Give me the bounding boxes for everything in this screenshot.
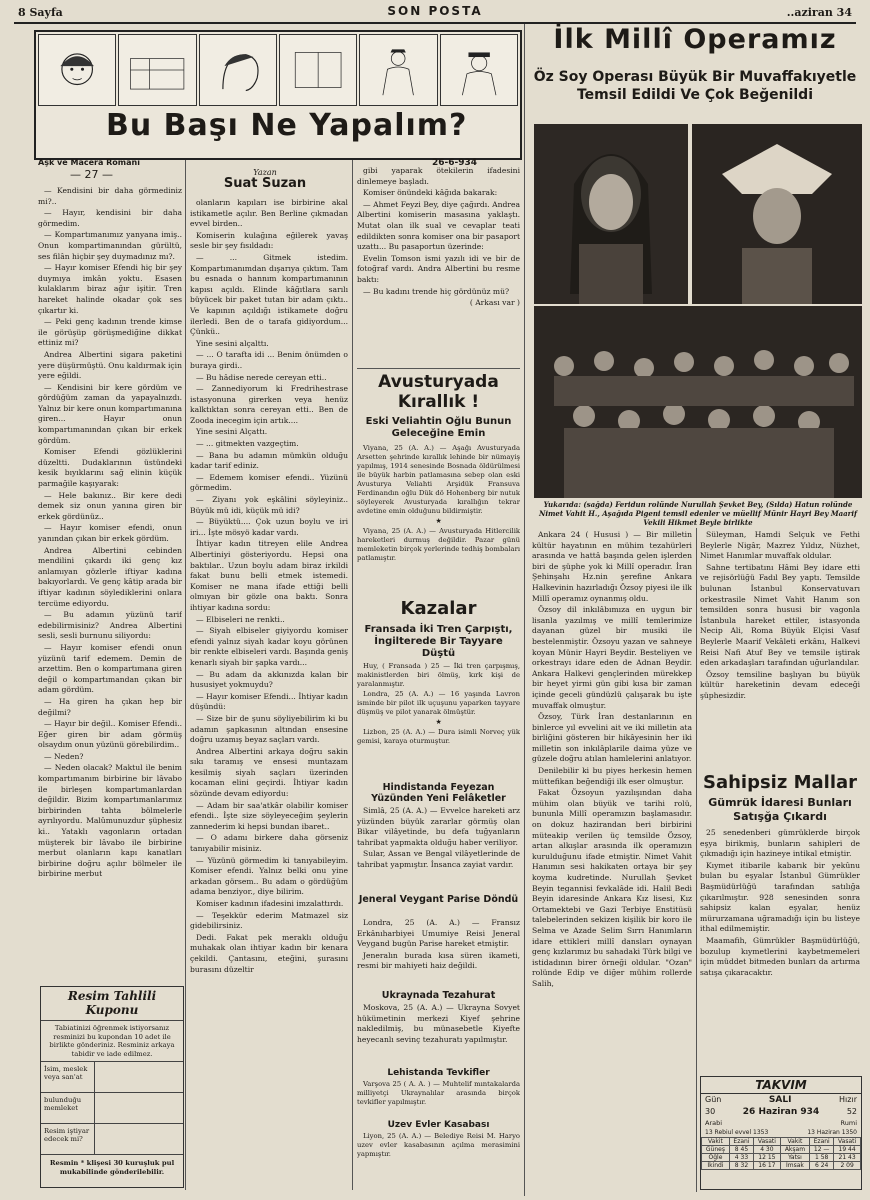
paragraph: — Siyah elbiseler giyiyordu komiser efendi yalnız siyah kadar koyu görünen bir renkte elbiseleri vardı. Başında geniş kenarlı siyah bir şapka vardı... (190, 626, 348, 667)
paragraph: Fakat Özsoyun yazılışından daha mühim olan büyük ve tarihi rolü, bununla Millî operamızın başlamasıdır. on dokuz hazirandan beri birbirini müteakip verilen üç temsilde Özsoy, artan alkışlar arasında ilk operamızın kurulduğunu ifade etmiştir. Nimet Vahit Hanımın sesi hakikaten ortaya bir şey koyma kudretinde. Nurullah Şevket Beyin tegannisi fevkalâde idi. Halil Bedi Beyin idaresinde Ankara Kız lisesi, Kız Ortamektebi ve Gazi Terbiye Enstitüsü talebelerinden sekizen kişilik bir koro ile Selma ve Azade Selim Sırrı Hanımların idare ettikleri millî dansları oynayan genç kızlarımız bu sahadaki Türk bilgi ve istidadının birer örneği oldular. "Ozan" rolünde Edip ve diğer mühim rollerde Salih, (532, 788, 692, 988)
serial-date: 26-6-934 (432, 158, 478, 168)
table-cell: 4 33 (729, 1154, 753, 1162)
paragraph: — Peki genç kadının trende kimse ile görüşüp görüşmediğine dikkat ettiniz mi? (38, 317, 182, 348)
paragraph: 25 senedenberi gümrüklerde birçok eşya birikmiş, bunların sahipleri de çıkmadığı için hazineye intikal etmiştir. (700, 828, 860, 859)
prayer-times-table (701, 1137, 861, 1170)
paragraph: — Elbiseleri ne renkti.. (196, 614, 285, 624)
coupon-row (41, 1093, 183, 1124)
calendar-hizir-label: Hızır (839, 1095, 857, 1104)
illustration-man-suit (359, 34, 437, 106)
paragraph: Komiser Efendi gözlüklerini düzeltti. Dudaklarının üstündeki kesik bıyıklarını sağ elinin küçük parmağile kaşıyarak: (38, 447, 182, 489)
paragraph: — Bana bu adamın mümkün olduğu kadar tarif ediniz. (190, 450, 348, 471)
table-cell: 12 — (810, 1146, 834, 1154)
table-cell: Ezani (810, 1138, 834, 1146)
calendar-rumi-date: 13 Haziran 1350 (807, 1129, 857, 1136)
paragraph: Simlâ, 25 (A. A.) — Evvelce hareketi arz yüzünden büyük zararlar görmüş olan Bikar vilâyetinde, bu defa tuğyanların tahribat yapmakta olduğu haber veriliyor. (357, 806, 520, 847)
paragraph: — Bu adam da akkınızda kalan bir hususiyet yokmuydu? (190, 669, 348, 690)
serial-banner (34, 30, 522, 160)
table-cell: Güneş (702, 1146, 730, 1154)
paragraph: Londra, 25 (A. A.) — Fransız Erkânıharbiyei Umumiye Reisi Jeneral Veygand bugün Parise hareket etmiştir. (357, 918, 520, 949)
illustration-man-hat (440, 34, 518, 106)
paragraph: — Hayır komiser Efendi hiç bir şey duymıya imkân yoktu. Esasen kulaklarım biraz ağır işitir. Tren hareket halinde okadar çok ses çıkartır ki. (38, 263, 182, 315)
photo-feridun-role (692, 124, 862, 304)
paragraph: Liyon, 25 (A. A.) — Belediye Reisi M. Haryo uzev evler kasabasının açılma merasimini yapmıştır. (357, 1132, 520, 1158)
table-cell: 8 45 (729, 1146, 753, 1154)
author-label: Yazan (253, 168, 277, 177)
paragraph: Özsoy temsiline başlıyan bu büyük kültür hareketinin devam edeceği şüphesizdir. (700, 669, 860, 700)
paragraph: Yine sesini Alçattı. (196, 427, 268, 437)
kazalar-article (357, 662, 520, 780)
table-cell: 2 09 (834, 1162, 861, 1170)
table-cell: Vasati (834, 1138, 861, 1146)
veygant-article (357, 918, 520, 986)
paragraph: Viyana, 25 (A. A.) — Avusturyada Hitlercilik hareketleri durmuş değildir. Pazar günü memleketin birçok yerlerinde tedhiş bombaları patlamıştır. (357, 527, 520, 562)
coupon-row (41, 1062, 183, 1093)
masthead: SON POSTA (387, 4, 483, 18)
paragraph: — Hele bakınız.. Bir kere dedi demek siz onun yanına giren bir erkek gördünüz.. (38, 490, 182, 521)
paragraph: Moskova, 25 (A. A.) — Ukrayna Sovyet hükümetinin merkezi Kiyef şehrine nakledilmiş, bu münasebetle Kiyefte heyecanlı sevinç tezahuratı yapılmıştır. (357, 1003, 520, 1044)
table-row (702, 1138, 861, 1146)
table-cell: 8 32 (729, 1162, 753, 1170)
page-date: ..aziran 34 (786, 6, 852, 19)
calendar-date-row (701, 1106, 861, 1118)
paragraph: — Yüzünü görmedim ki tanıyabileyim. Komiser efendi. Yalnız belki onu yine arkadan görsem.. Bu adam o gördüğüm adama benziyor., diye bilirim. (190, 855, 348, 897)
paragraph: — Bu hâdise nerede cereyan etti.. (196, 372, 327, 382)
paragraph: Özsoy, Türk İran destanlarının en binlerce yıl evvelini ait ve iki milletin ata birliğini gösteren bir hikâyesinin her iki milletin son inkılâplarile daima yüze ve güzele doğru atılan hamlelerini anlatıyor. (532, 712, 692, 764)
calendar-arabi-date: 13 Rebiul evvel 1353 (705, 1129, 769, 1136)
paragraph: Özsoy dil inkılâbımıza en uygun bir lisanla yazılmış ve millî temlerimize dayanan güzel bir musiki ile bestelenmiştir. Özsoyu yazan ve sahneye koyan Münir Hayri Beydir. Besteliyen ve orkestrayı idare eden de Adnan Beydir. Ankara Halkevi gençlerinden mürekkep bir heyet yirmi gün gibi kısa bir zaman içinde geceli gündüzlü çalışarak bu işte muvaffak olmuştur. (532, 605, 692, 710)
paragraph: — Ahmet Feyzi Bey, diye çağırdı. Andrea Albertini komiserin masasına yaklaştı. Mutat olan ilk sual ve cevaplar teati edildikten sonra komiser ona bir pasaport uzattı... Bu pasaportun üzerinde: (357, 199, 520, 252)
headline-lehistan: Lehistanda Tevkifler (387, 1068, 490, 1078)
subheadline-line: Geleceğine Emin (391, 428, 486, 439)
paragraph: gibi yaparak ötekilerin ifadesini dinlemeye başladı. (357, 166, 520, 186)
paragraph: — Zannediyorum ki Fredrihestrase istasyonuna girerken veya henüz kalktıktan sonra cereyan etti.. Ben de Zooda inecegim için artık.... (190, 384, 348, 425)
calendar-rumi-label: Rumi (840, 1119, 857, 1127)
paragraph: Evelin Tomson ismi yazılı idi ve bir de fotoğraf vardı. Andra Albertini bu resme baktı: (357, 253, 520, 284)
avusturya-article (357, 444, 520, 594)
paragraph: Süleyman, Hamdi Selçuk ve Fethi Beylerle Nigâr, Mazrez Yıldız, Nüzhet, Nimet Hanımlar muvaffak oldular. (700, 530, 860, 561)
coupon-box (40, 986, 184, 1188)
table-cell: 21 43 (834, 1154, 861, 1162)
headline-veygant: Jeneral Veygant Parise Döndü (358, 894, 519, 905)
illustration-strip (38, 34, 518, 106)
paragraph: Dedi. Fakat pek meraklı olduğu muhakak olan ihtiyar kadın bir kenara çekildi. Çantasını, eteğini, şurasını burasını düzeltir (190, 932, 348, 974)
subheadline-line: Eski Veliahtin Oğlu Bunun (365, 416, 512, 427)
paragraph: Komiserin kulağına eğilerek yavaş sesle bir şey fısıldadı: (190, 230, 348, 251)
serial-column-1 (38, 186, 182, 981)
table-cell: İkindi (702, 1162, 730, 1170)
calendar-date: 26 Haziran 934 (742, 1107, 820, 1117)
opera-subheadline: Öz Soy Operası Büyük Bir Muvaffakıyetle Temsil Edildi Ve Çok Beğenildi (533, 69, 857, 103)
paragraph: — Neden olacak? Maktul ile benim kompartımanım birbirine bir lâvabo ile birleşen kompartımanlardan değildir. Bizim kompartımanlarımız birbirinden tahta bölmelerle ayrılıyordu. Malûmunuzdur şüphesiz ki.. Yataklı vagonların ortadan müşterek bir lâvabo ile birbirine merbut olanların kapı kanatları birbirine doğru açılır bölmeler ile birbirine merbut (38, 763, 182, 879)
table-row (702, 1162, 861, 1170)
paragraph: — ... gitmekten vazgeçtim. (196, 439, 299, 449)
paragraph: Andrea Albertini arkaya doğru sakin sıkı taramış ve ensesi muntazam kesilmiş siyah saçları üzerinden kocaman elini geçirdi. İhtiyar kadın sözünde devam ediyordu: (190, 746, 348, 799)
paragraph: — Teşekkür ederim Matmazel siz gidebilirsiniz. (190, 910, 348, 931)
uzev-article (357, 1132, 520, 1188)
paragraph: — Neden? (44, 751, 84, 761)
ukrayna-article (357, 1003, 520, 1065)
table-cell: 19 44 (834, 1146, 861, 1154)
table-cell: 1 58 (810, 1154, 834, 1162)
paragraph: — Ha giren ha çıkan hep bir değilmi? (38, 696, 182, 717)
paragraph: — Edemem komiser efendi.. Yüzünü görmedim. (190, 472, 348, 493)
headline-uzev: Uzev Evler Kasabası (387, 1120, 490, 1130)
illustration-woman-face (38, 34, 116, 106)
table-cell: 12 15 (754, 1154, 781, 1162)
paragraph: — Bu kadını trende hiç gördünüz mü? (363, 286, 510, 296)
paragraph: Lizbon, 25 (A. A.) — Dura isimli Norveç yük gemisi, karaya oturmuştur. (357, 728, 520, 745)
paragraph: olanların kapıları ise birbirine akal istikametle açılır. Ben Berline çıkmadan evvel birden.. (190, 198, 348, 229)
headline-line: Kırallık ! (397, 392, 480, 412)
serial-column-3 (357, 166, 520, 366)
paragraph: — Hayır bir değil.. Komiser Efendi.. Eğer giren bir adam görmüş olsaydım onun yüzünü görebilirdim.. (38, 719, 182, 750)
sahipsiz-article (700, 828, 860, 1072)
separator-star: ★ (435, 718, 442, 726)
serial-number: — 27 — (70, 168, 113, 181)
table-cell: Akşam (780, 1146, 809, 1154)
table-cell: Yatsı (780, 1154, 809, 1162)
coupon-field-blank[interactable] (95, 1124, 183, 1154)
calendar-era-dates (701, 1128, 861, 1137)
calendar-gun-value: 30 (705, 1107, 716, 1116)
subheadline-sahipsiz: Gümrük İdaresi Bunları Satışğa Çıkardı (708, 796, 852, 823)
photo-hatun-role (534, 124, 688, 304)
paragraph: Varşova 25 ( A. A. ) — Muhtelif mıntakalarda milliyetçi Ukraynalılar arasında birçok tevkifler yapılmıştır. (357, 1080, 520, 1106)
paragraph: Komiser kadının ifadesini imzalattırdı. (196, 899, 344, 908)
table-row (702, 1146, 861, 1154)
table-cell: 6 24 (810, 1162, 834, 1170)
serial-title: Bu Başı Ne Yapalım? (106, 108, 468, 143)
paragraph: — Adam bir saa'atkâr olabilir komiser efendi.. İşte size söyleyeceğim şeylerin zannederim ki hepsi bundan ibaret.. (190, 800, 348, 831)
paragraph: — Hayır, kendisini bir daha görmedim. (38, 208, 182, 228)
paragraph: Komiser önündeki kâğıda bakarak: (363, 188, 498, 198)
calendar-box (700, 1076, 862, 1190)
page-number: 8 Sayfa (18, 6, 63, 19)
illustration-woman-profile (199, 34, 277, 106)
subheadline-avusturya (357, 416, 520, 440)
paragraph: Sular, Assan ve Bengal vilâyetlerinde de tahribat yapmıştır. İnsanca zayiat vardır. (357, 849, 520, 869)
column-rule (352, 160, 353, 1190)
coupon-row (41, 1124, 183, 1155)
paragraph: — ... O tarafta idi ... Benim önümden o buraya girdi.. (190, 350, 348, 370)
continued-note: ( Arkası var ) (469, 298, 520, 308)
serial-column-2 (190, 198, 348, 1190)
illustration-panel-2 (118, 34, 196, 106)
paragraph: — Hayır komiser efendi, onun yanından çıkan bir erkek gördüm. (38, 523, 182, 543)
paragraph: Kıymet itibarile kabarık bir yekûnu bulan bu eşyalar İstanbul Gümrükler Başmüdürlüğü tarafından satılığa çıkarılmıştır. 928 senesinden sonra sahipsiz kalan eşyalar, henüz mürurzamana uğramadığı için bu listeye ithal edilmemiştir. (700, 860, 860, 934)
headline-kazalar: Kazalar (400, 598, 477, 619)
section-divider (357, 368, 520, 369)
paragraph: — Ziyanı yok eşkâlini söyleyiniz.. Büyük mü idi, küçük mü idi? (190, 495, 348, 515)
opera-column-1 (532, 530, 692, 1194)
table-cell: 4 30 (754, 1146, 781, 1154)
coupon-text: Tabiatinizi öğrenmek istiyorsanız resminizi bu kupondan 10 adet ile birlikte gönderiniz. Resminiz arkaya tabidir ve iade edilmez. (41, 1021, 183, 1062)
headline-avusturya (357, 372, 520, 412)
column-rule (185, 160, 186, 1190)
paragraph: — Size bir de şunu söyliyebilirim ki bu adamın şapkasının altından ensesine doğru uzamış beyaz saçları vardı. (190, 713, 348, 745)
calendar-title: TAKVIM (701, 1077, 861, 1094)
column-rule (696, 528, 697, 1192)
paragraph: — Hayır komiser efendi onun yüzünü tarif edemem. Demin de arzettim. Ben o kompartımana giren değil o kompartımandan çıkan bir adam gördüm. (38, 642, 182, 695)
subheadline-kazalar: Fransada İki Tren Çarpıştı, İngilterede Bir Tayyare Düştü (364, 624, 513, 659)
headline-ukrayna: Ukraynada Tezahurat (381, 990, 496, 1001)
paragraph: Denilebilir ki bu piyes herkesin hemen müttefikan beğendiği ilk eser olmuştur. (532, 766, 692, 786)
opera-column-2 (700, 530, 860, 766)
calendar-era-labels (701, 1118, 861, 1128)
paragraph: Huy, ( Fransada ) 25 — İki tren çarpışmış, makinistlerden biri ölmüş, kırk kişi de yaralanmıştır. (357, 662, 520, 688)
opera-headline: İlk Millî Operamız (553, 24, 837, 55)
table-cell: Öğle (702, 1154, 730, 1162)
author-name: Suat Suzan (223, 176, 307, 191)
table-cell: Vakit (780, 1138, 809, 1146)
photo-caption: Yukarıda: (sağda) Feridun rolünde Nurullah Şevket Bey, (Sılda) Hatun rolünde Nimet Vahit H., Aşağıda Pigeni temsil edenler ve müellif Münir Hayri Bey Maarif Vekili Hikmet Beyle birlikte (538, 500, 858, 527)
paragraph: Ankara 24 ( Hususi ) — Bir milletin kültür hayatının en mühim tezahürleri arasında ve hattâ başında gelen işlerden biri de şüphe yok ki Millî operadır. İran Şehinşahı Hz.nin şerefine Ankara Halkevinin hazırladığı Özsoy piyesi ile ilk Millî operamız oynanmış oldu. (532, 530, 692, 603)
paragraph: — O adamı birkere daha görseniz tanıyabilir misiniz. (190, 833, 348, 854)
paragraph: — Hayır komiser Efendi... İhtiyar kadın düşündü: (190, 691, 348, 712)
table-row (702, 1154, 861, 1162)
coupon-field-label: bulunduğu memleket (41, 1093, 95, 1123)
calendar-hizir-value: 52 (846, 1107, 857, 1116)
lehistan-article (357, 1080, 520, 1116)
paragraph: İhtiyar kadın titreyen elile Andrea Albertiniyi gösteriyordu. Hepsi ona baktılar.. Uzun boylu adam biraz irkildi fakat bunu belli etmek istemedi. Komiser ne mana ifade ettiği belli olmıyan bir gözle ona baktı. Sonra ihtiyar kadına sordu: (190, 539, 348, 612)
coupon-title: Resim Tahlili Kuponu (41, 987, 183, 1021)
separator-star: ★ (435, 517, 442, 525)
headline-sahipsiz: Sahipsiz Mallar (702, 772, 858, 793)
coupon-footer: Resmin * klişesi 30 kuruşluk pul mukabilinde gönderilebilir. (49, 1159, 175, 1176)
paragraph: Sahne tertibatını Hâmi Bey idare etti ve rejisörlüğü Fadıl Bey yaptı. Temsilde bulunan İstanbul Konservatuvarı orkestrasile Nimet Vahit Hanım son temsilden sonra hususi bir vagonla İstanbula hareket ettiler, istasyonda Necip Ali, Roma Büyük Elçisi Vasıf Beylerle Maarif Vekâleti erkânı, Halkevi Reisi Nafi Atuf Bey ve temsile iştirak eden arkadaşları tarafından uğurlandılar. (700, 562, 860, 668)
paragraph: — Bu adamın yüzünü tarif edebilirmisiniz? Andrea Albertini sesli, sesli burnunu siliyordu: (38, 610, 182, 641)
table-cell: Ezani (729, 1138, 753, 1146)
table-cell: İmsak (780, 1162, 809, 1170)
calendar-weekday: SALI (768, 1095, 792, 1105)
coupon-field-label: Resim iştiyar edecek mi? (41, 1124, 95, 1154)
coupon-field-blank[interactable] (95, 1093, 183, 1123)
paragraph: — Büyüktü.... Çok uzun boylu ve iri iri... İşte mösyö kadar vardı. (190, 517, 348, 537)
paragraph: Jeneralın burada kısa süren ikameti, resmi bir mahiyeti haiz değildi. (357, 950, 520, 971)
calendar-arabi-label: Arabi (705, 1119, 723, 1127)
paragraph: — Kompartımanımız yanyana imiş.. Onun kompartimanından gürültü, ses filân hiçbir şey duymadınız mı?. (38, 230, 182, 261)
paragraph: Londra, 25 (A. A.) — 16 yaşında Lavron isminde bir pilot ilk uçuşunu yaparken tayyare düşmüş ve pilot yanarak ölmüştür. (357, 690, 520, 716)
table-cell: Vasati (754, 1138, 781, 1146)
table-cell: Vakit (702, 1138, 730, 1146)
calendar-gun-label: Gün (705, 1095, 722, 1104)
page-header (14, 4, 856, 24)
coupon-field-blank[interactable] (95, 1062, 183, 1092)
paragraph: — Kendisini bir daha görmediniz mi?.. (38, 186, 182, 206)
coupon-field-label: İsim, meslek veya san'at (41, 1062, 95, 1092)
headline-hindistan: Hindistanda Feyezan Yüzünden Yeni Felâketler (371, 782, 506, 804)
calendar-day-row (701, 1094, 861, 1106)
paragraph: Viyana, 25 (A. A.) — Aşağı Avusturyada Arsetten şehrinde kırallık lehinde bir nümayiş yapılmış, 1914 senesinde Bosnada öldürülmesi ile büyük harbin patlamasına sebep olan eski Avusturya Veliahti Arşidük Fransuva Ferdinandın oğlu Dük dö Hohenberg bir nutuk söyleyerek Avusturyada kırallığın tekrar avdetine emin olduğunu bildirmiştir. (357, 444, 520, 515)
column-rule (524, 24, 525, 1196)
serial-kicker: Aşk ve Macera Romanı (38, 158, 140, 167)
paragraph: Yine sesini alçalttı. (196, 338, 269, 348)
paragraph: — Kendisini bir kere gördüm ve gördüğüm zaman da yapayalnızdı. Yalnız bir kere onun kompartımanına giren... Hayır onun kompartımanından çıkan bir erkek gördüm. (38, 382, 182, 445)
paragraph: Andrea Albertini cebinden mendilini çıkardı iki genç kız anlamıyan gözlerle iftiyar kadına bakıyorlardı. Ve genç kâtip arada bir iftiyar kadının söylediklerini onlara tercüme ediyordu. (38, 545, 182, 608)
headline-line: Avusturyada (378, 372, 499, 392)
table-cell: 16 17 (754, 1162, 781, 1170)
paragraph: Andrea Albertini sigara paketini yere düşürmüştü. Onu kaldırmak için yere eğildi. (38, 349, 182, 381)
hindistan-article (357, 806, 520, 892)
paragraph: — ... Gitmek istedim. Kompartımanımdan dışarıya çıktım. Tam bu esnada o hannım kompartımanının kapısı açıldı. Elinde kâğıtlara sarılı büyücek bir paket tutan bir adam çıktı.. Ve kapının açıldığı istikamete doğru ilerledi. Ben de o tarafa gidiyordum... Çünkü.. (190, 252, 348, 337)
photo-cast-group (534, 306, 862, 498)
paragraph: Maamafih, Gümrükler Başmüdürlüğü, bozulup kıymetlerini kaybetmemeleri için müddet bitmeden bunları da artırma satışa çıkaracaktır. (700, 935, 860, 977)
illustration-train-window (279, 34, 357, 106)
